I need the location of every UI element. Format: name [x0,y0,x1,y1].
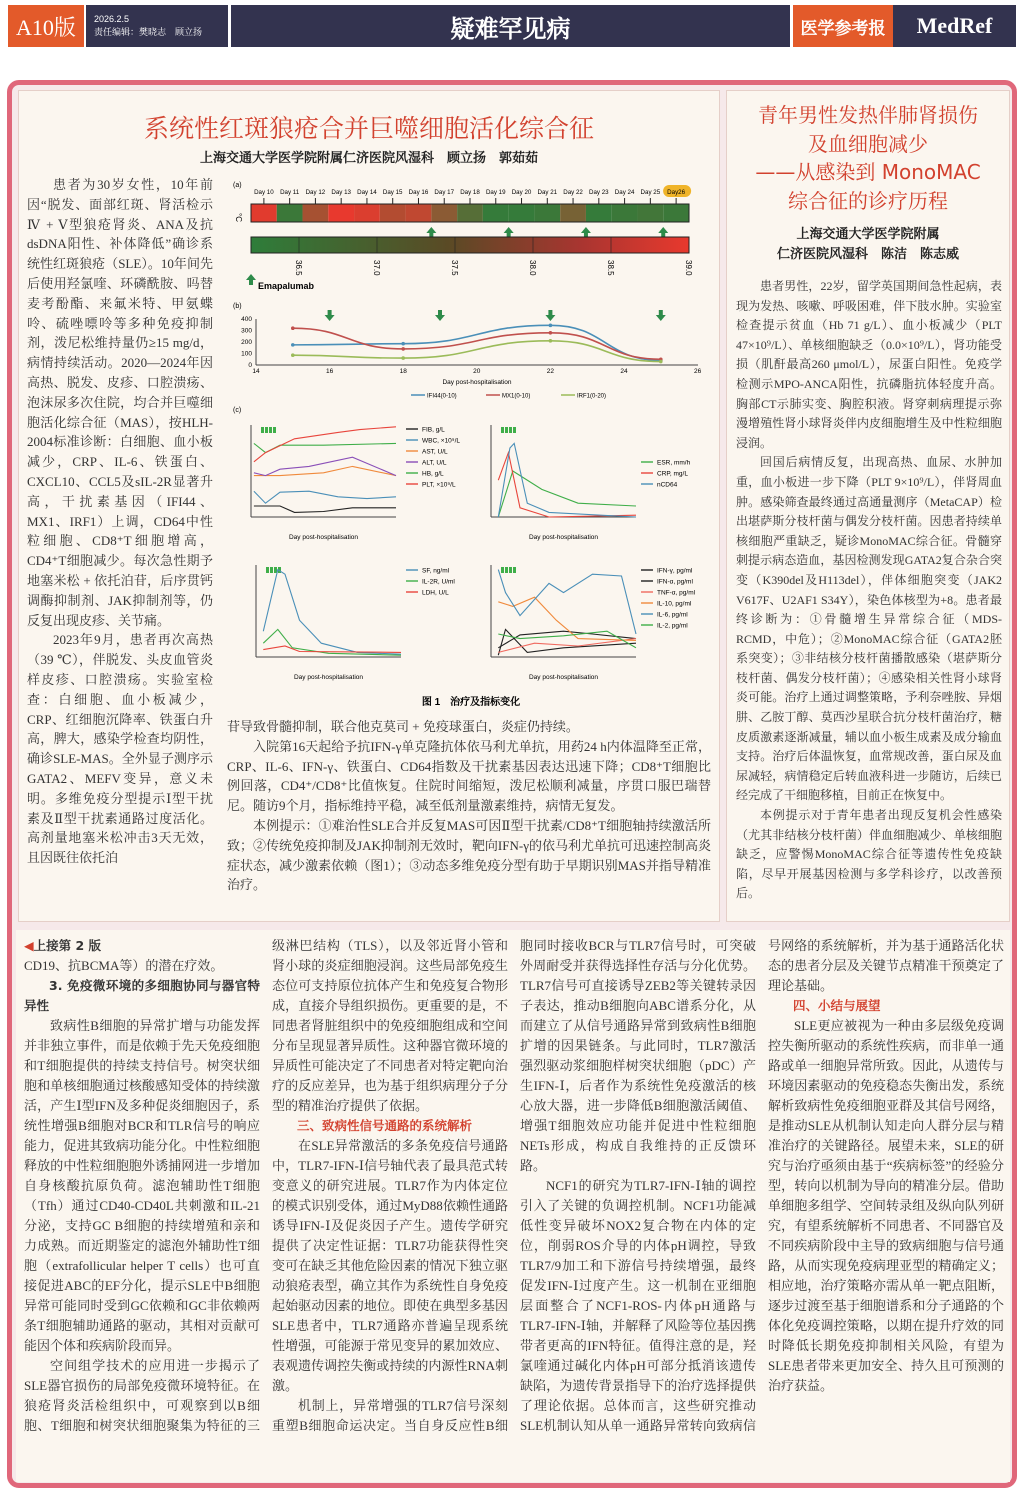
treatment-marker [513,567,516,573]
x-axis-label: Day post-hospitalisation [528,534,599,541]
panel-b-chart [241,310,701,400]
treatment-marker [513,427,516,433]
day-labels [254,185,691,204]
legend-label: IFN-α, pg/ml [657,578,693,586]
paragraph: 2023年9月，患者再次高热（39 ℃），伴脱发、头皮血管炎样皮疹、口腔溃疡。实验室检查：白细胞、血小板减少，CRP、红细胞沉降率、铁蛋白升高，脾大，感染学检查均阴性，确诊SLE-MAS。全外显子测序示GATA2、MEFV变异，意义未明。多维免疫分型提示Ⅰ型干扰素及Ⅱ型干扰素通路过度活化。高剂量地塞米松冲击3天无效，且因既往依托泊 [27,632,213,866]
x-tick-label: 18 [399,368,407,375]
article-sle-mas [18,90,720,922]
continued-label: 上接第 2 版 [33,938,102,953]
title-line: 综合征的诊疗历程 [788,188,948,213]
figure-caption: 图 1 治疗及指标变化 [421,697,521,708]
paragraph: 苷导致骨髓抑制，联合他克莫司 + 免疫球蛋白，炎症仍持续。 [227,719,579,734]
figure-1 [226,177,716,712]
treatment-marker [269,427,272,433]
legend-label: IFN-γ, pg/ml [657,567,693,575]
day-label: Day 14 [357,189,377,196]
day-label: Day 23 [589,189,609,196]
temperature-scale-bar [251,237,689,253]
treatment-marker [501,567,504,573]
legend-label: nCD64 [657,481,678,489]
edition-info [86,5,228,47]
paragraph: 患者为30岁女性，10年前因“脱发、面部红斑、肾活检示Ⅳ + Ⅴ型狼疮肾炎、ANA及抗dsDNA阳性、补体降低”确诊系统性红斑狼疮（SLE）。10年间先后使用羟氯喹、环磷酰胺、吗替麦考酚酯、来氟米特、甲氨蝶呤、硫唑嘌呤等多种免疫抑制剂，泼尼松维持量仍≥15 mg/d，病情持续活动。2020—2024年因高热、脱发、皮疹、口腔溃疡、泡沫尿多次住院，均合并巨噬细胞活化综合征（MAS），按HLH-2004标准诊断：白细胞、血小板减少，CRP、IL-6、铁蛋白、CXCL10、CCL5及sIL-2R显著升高，干扰素基因（IFI44、MX1、IRF1）上调，CD64中性粒细胞、CD8⁺T细胞增高，CD4⁺T细胞减少。每次急性期予地塞米松 + 依托泊苷，后序贯钙调酶抑制剂、JAK抑制剂等，仍反复出现皮疹、关节痛。 [27,177,213,628]
series-line [498,629,636,655]
day-label: Day 13 [331,189,351,196]
heatmap-cell [509,204,535,222]
day-label: Day 24 [614,189,635,196]
heatmap-cell [586,204,612,222]
triangle-left-icon: ◀ [24,938,34,953]
arrow-up-icon [426,227,436,237]
continued-from[interactable] [24,936,260,956]
temperature-heatmap [251,204,689,222]
treatment-marker [509,427,512,433]
paragraph: SLE更应被视为一种由多层级免疫调控失衡所驱动的系统性疾病，而非单一通路或单一细胞异常所致。因此，从遗传与环境因素驱动的免疫稳态失衡出发，系统解析致病性免疫细胞亚群及其信号网络，是推动SLE从机制认知走向人群分层与精准治疗的关键路径。展望未来，SLE的研究与治疗亟须由基于“疾病标签”的经验分型，转向以机制为导向的精准分层。借助单细胞多组学、空间转录组及纵向队列研究，有望系统解析不同患者、不同器官及不同疾病阶段中主导的致病细胞与信号通路，从而实现免疫病理亚型的精确定义；相应地，治疗策略亦需从单一靶点阻断，逐步过渡至基于细胞谱系和分子通路的个体化免疫调控策略，以期在提升疗效的同时降低长期免疫抑制相关风险，有望为SLE患者带来更加安全、持久且可预测的治疗获益。 [768,1018,1004,1393]
article-title [727,101,1009,215]
series-line [254,506,396,512]
series-line [263,646,401,652]
treatment-marker [273,427,276,433]
legend-label: CRP, mg/L [657,470,688,478]
paragraph: 在SLE异常激活的多条免疫信号通路中，TLR7-IFN-Ⅰ信号轴代表了最具范式转变意义的研究进展。TLR7作为内体定位的模式识别受体，通过MyD88依赖性通路诱导IFN-Ⅰ及促炎因子产生。遗传学研究提供了决定性证据：TLR7功能获得性突变可在缺乏其他危险因素的情况下独立驱动狼疮表型，确立其作为系统性自身免疫起始驱动因素的地位。即使在典型多基因SLE患者中，TLR7通路亦普遍呈现系统性增强，可能源于常见变异的累加效应、表观遗传调控失衡或持续的内源性RNA刺激。 [272,1138,508,1393]
x-axis-label: Day post-hospitalisation [293,674,364,681]
treatment-marker [505,567,508,573]
series-line [263,570,401,655]
treatment-marker [270,567,273,573]
heatmap-cell [406,204,432,222]
legend-label: PLT, ×10⁹/L [422,481,456,489]
treatment-marker [261,427,264,433]
scale-label: 39.0 [684,260,693,276]
y-tick-label: 400 [241,316,252,323]
heatmap-cell [303,204,329,222]
series-line [498,597,636,640]
y-tick-label: 100 [241,350,252,358]
heatmap-cell [251,204,277,222]
arrow-up-icon [658,227,668,237]
x-tick-label: 24 [620,368,628,375]
arrow-down-icon [325,310,335,321]
treatment-marker [266,567,269,573]
emapalumab-arrows [426,227,668,237]
heatmap-cell [380,204,406,222]
data-point [401,356,405,360]
legend-label: TNF-α, pg/ml [657,589,696,597]
legend-label: MX1(0-10) [502,393,531,400]
y-tick-label: 300 [241,327,252,335]
paragraph: 回国后病情反复，出现高热、血尿、水肿加重，血小板进一步下降（PLT 9×10⁹/L），伴肾周血肿。感染筛查最终通过高通量测序（MetaCAP）检出堪萨斯分枝杆菌与偶发分枝杆菌。因患者持续单核细胞严重缺乏，疑诊MonoMAC综合征。骨髓穿刺提示病态造血，基因检测发现GATA2复合杂合突变（K390del及H113del），伴体细胞突变（JAK2 V617F、U2AF1 S34Y），染色体核型为+8。患者最终诊断为：①骨髓增生异常综合征（MDS-RCMD，中危）；②MonoMAC综合征（GATA2胚系突变）；③非结核分枝杆菌播散感染（堪萨斯分枝杆菌、偶发分枝杆菌）；④感染相关性肾小球肾炎可能。治疗上通过调整策略，予利奈唑胺、异烟肼、乙胺丁醇、莫西沙星联合抗分枝杆菌治疗，糖皮质激素逐渐减量，辅以血小板生成素及成分输血支持。治疗后体温恢复，血常规改善，蛋白尿及血尿减轻，病情稳定后转血液科进一步随访，后续已经完成了干细胞移植，目前正在恢复中。 [736,455,1002,803]
legend-label: HB, g/L [422,470,444,478]
day-label: Day 25 [640,189,661,196]
data-point [291,343,295,347]
day-label: Day 15 [382,189,403,196]
paragraph: CD19、抗BCMA等）的潜在疗效。 [24,958,224,973]
day-label: Day 16 [408,189,429,196]
title-line: 及血细胞减少 [808,131,928,156]
scale-label: 37.0 [372,260,381,276]
article-body-bottom [227,717,711,895]
paragraph: 患者男性，22岁，留学英国期间急性起病，表现为发热、咳嗽、呼吸困难，伴下肢水肿。实验室检查提示贫血（Hb 71 g/L）、血小板减少（PLT 47×10⁹/L）、单核细胞缺乏（0.0×10⁹/L），肾功能受损（肌酐最高260 μmol/L），尿蛋白阳性。免疫学检测示MPO-ANCA阳性，抗磷脂抗体轻度升高。胸部CT示肺实变、胸腔积液。肾穿刺病理提示弥漫增殖性肾小球肾炎伴内皮细胞增生及中性粒细胞浸润。 [736,279,1002,450]
heatmap-cell [328,204,354,222]
data-point [291,353,295,357]
data-point [659,360,663,364]
day-label: Day 22 [563,189,583,196]
series-line [498,443,636,517]
arrow-down-icon [545,310,555,321]
paragraph: 空间组学技术的应用进一步揭示了SLE器官损伤的局部免疫微环境特征。在狼疮肾炎活检组织中，可观察到以B细胞、T细胞和树突状细胞聚集为特征的三级淋巴结构（TLS），以及邻近肾小管和肾小球的炎症细胞浸润。这些局部免疫生态位可支持原位抗体产生和免疫复合物形成，直接介导组织损伤。更重要的是，不同患者肾脏组织中的免疫细胞组成和空间分布呈现显著异质性。这种器官微环境的异质性可能决定了不同患者对特定靶向治疗的反应差异，也为基于组织病理分子分型的精准治疗提供了依据。 [24,938,508,1433]
legend-label: IL-6, pg/ml [657,611,688,619]
scale-label: 36.5 [294,260,303,276]
day-label: Day26 [667,189,686,196]
day-label: Day 10 [254,189,274,196]
data-point [401,347,405,351]
title-line: 青年男性发热伴肺肾损伤 [758,103,978,127]
scale-label: 37.5 [450,260,459,276]
legend-label: AST, U/L [422,448,448,456]
series-line [498,570,636,634]
panel-a-label: (a) [233,182,242,189]
edition-badge: A10版 [8,5,84,47]
article-sle-review-continued [16,930,1010,1482]
article-authors [727,225,1009,265]
paragraph: 致病性B细胞的异常扩增与功能发挥并非独立事件，而是依赖于先天免疫细胞和T细胞提供的持续支持信号。树突状细胞和单核细胞通过核酸感知受体的持续激活，产生Ⅰ型IFN及多种促炎细胞因子，系统性增强B细胞对BCR和TLR信号的响应能力，促进其致病功能分化。中性粒细胞释放的中性粒细胞胞外诱捕网进一步增加自身核酸抗原负荷。滤泡辅助性T细胞（Tfh）通过CD40-CD40L共刺激和IL-21分泌，支持GC B细胞的持续增殖和亲和力成熟。而近期鉴定的滤泡外辅助性T细胞（extrafollicular helper T cells）也可直接促进ABC的EF分化，提示SLE中B细胞异常可能同时受到GC依赖和GC非依赖两条T细胞辅助通路的驱动，其相对贡献可能因个体和疾病阶段而异。 [24,1018,260,1353]
article-body-left [27,175,213,868]
article-monomac [726,90,1010,922]
heatmap-cell [431,204,457,222]
day-label: Day 11 [280,189,300,196]
scale-label: 38.5 [606,260,615,276]
x-tick-label: 20 [473,368,481,375]
newspaper-name: 医学参考报 [793,5,893,47]
legend-label: WBC, ×10⁹/L [422,437,461,445]
arrow-up-icon [246,274,256,285]
treatment-marker [265,427,268,433]
heatmap-cell [483,204,509,222]
arrow-up-icon [581,227,591,237]
article-authors: 上海交通大学医学院附属仁济医院风湿科 顾立扬 郭茹茹 [199,151,538,166]
panel-c-charts [251,425,696,681]
day-label: Day 18 [460,189,480,196]
data-point [549,339,553,343]
day-label: Day 17 [434,189,455,196]
editors: 责任编辑：樊晓志 顾立扬 [94,27,203,37]
paragraph: 入院第16天起给予抗IFN-γ单克隆抗体依马利尤单抗，用药24 h内体温降至正常，CRP、IL-6、IFN-γ、铁蛋白、CD64指数及干扰素基因表达迅速下降；CD8⁺T细胞比例回落，CD4⁺/CD8⁺比值恢复。住院时间缩短，泼尼松顺利减量，序贯口服巴瑞替尼。随访9个月，指标维持平稳，减至低剂量激素维持，病情无复发。 [227,738,711,814]
legend-label: IFI44(0-10) [427,393,457,400]
unit-label: °C [234,213,243,222]
series-line [254,491,396,503]
x-tick-label: 26 [693,368,702,375]
scale-label: 38.0 [528,260,537,276]
author-line: 上海交通大学医学院附属 [796,227,940,242]
series-line [498,639,636,653]
legend-label: IRF1(0-20) [577,393,607,400]
y-tick-label: 0 [248,362,252,369]
heatmap-cell [354,204,380,222]
heatmap-cell [457,204,483,222]
article-columns [24,936,1004,1478]
legend-label: ALT, U/L [422,459,447,467]
x-tick-label: 16 [325,368,334,375]
heatmap-cell [277,204,303,222]
title-line: ——从感染到 MonoMAC [755,160,981,184]
y-tick-label: 200 [241,339,252,346]
x-tick-label: 22 [546,368,555,375]
section-heading: 四、小结与展望 [793,998,881,1013]
heatmap-cell [560,204,586,222]
section-title: 疑难罕见病 [231,5,790,47]
series-line [498,471,636,517]
panel-c-label: (c) [233,407,242,414]
article-title: 系统性红斑狼疮合并巨噬细胞活化综合征 [143,114,594,143]
panel-b-label: (b) [233,303,242,310]
series-line [498,453,636,517]
series-line [293,325,661,360]
treatment-marker [274,567,277,573]
paragraph: NCF1的研究为TLR7-IFN-Ⅰ轴的调控引入了关键的负调控机制。NCF1功能减低性变异破坏NOX2复合物在内体的定位，削弱ROS介导的内体pH调控，导致TLR7/9加工和下游信号持续增强，最终促发IFN-Ⅰ过度产生。这一机制在亚细胞层面整合了NCF1-ROS-内体pH通路与TLR7-IFN-Ⅰ轴，并解释了风险等位基因携带者更高的IFN特征。值得注意的是，羟氯喹通过碱化内体pH可部分抵消该遗传缺陷，为遗传背景指导下的治疗选择提供了理论依据。总体而言，这些研究推动SLE机制认知从单一通路异常转向致病信号网络的系统解析，并为基于通路活化状态的患者分层及关键节点精准干预奠定了理论基础。 [520,938,1004,1433]
heatmap-cell [534,204,560,222]
day-label: Day 12 [305,189,326,196]
brand-logo: MedRef [893,5,1016,47]
issue-date: 2026.2.5 [94,14,130,24]
treatment-marker [509,567,512,573]
arrow-up-icon [504,227,514,237]
paragraph: 机制上，异常增强的TLR7信号深刻重塑B细胞命运决定。当自身反应性B细胞同时接收BCR与TLR7信号时，可突破外周耐受并获得选择性存活与分化优势。TLR7信号可直接诱导ZEB2等关键转录因子表达，推动B细胞向ABC谱系分化，从而建立了从信号通路异常到致病性B细胞扩增的因果链条。与此同时，TLR7激活强烈驱动浆细胞样树突状细胞（pDC）产生IFN-Ⅰ，后者作为系统性免疫激活的核心放大器，进一步降低B细胞激活阈值、增强T细胞效应功能并促进中性粒细胞NETs形成，构成自我维持的正反馈环路。 [272,938,756,1433]
drug-legend: Emapalumab [258,281,315,291]
paragraph: 本例提示对于青年患者出现反复机会性感染（尤其非结核分枝杆菌）伴血细胞减少、单核细胞缺乏，应警惕MonoMAC综合征等遗传性免疫缺陷，尽早开展基因检测与多学科诊疗，以改善预后。 [736,808,1002,901]
treatment-marker [505,427,508,433]
day-label: Day 20 [511,189,532,196]
legend-label: LDH, U/L [422,589,449,597]
heatmap-cell [612,204,638,222]
arrow-down-icon [656,310,666,321]
treatment-marker [501,427,504,433]
arrow-down-icon [435,310,445,321]
legend-label: IL-10, pg/ml [657,600,692,608]
legend-label: IL-2R, U/ml [422,578,455,586]
data-point [549,324,553,328]
heatmap-cell [663,204,689,222]
day-label: Day 19 [485,189,506,196]
legend-label: IL-2, pg/ml [657,622,688,630]
x-axis-label: Day post-hospitalisation [288,534,359,541]
data-point [291,326,295,330]
article-body [736,277,1002,904]
x-axis-label: Day post-hospitalisation [442,379,512,386]
data-point [549,331,553,335]
day-label: Day 21 [537,189,558,196]
legend-label: SF, ng/ml [422,567,450,575]
legend-label: FIB, g/L [422,426,445,434]
subheading: 3. 免疫微环境的多细胞协同与器官特异性 [24,978,260,1013]
data-point [401,342,405,346]
section-heading: 三、致病性信号通路的系统解析 [297,1118,473,1133]
author-line: 仁济医院风湿科 陈洁 陈志威 [776,247,959,262]
heatmap-cell [637,204,663,222]
paragraph: 本例提示：①难治性SLE合并反复MAS可因Ⅱ型干扰素/CD8⁺T细胞轴持续激活所致；②传统免疫抑制及JAK抑制剂无效时，靶向IFN-γ的依马利尤单抗可迅速控制高炎症状态，减少激素依赖（图1）；③动态多维免疫分型有助于早期识别MAS并指导精准治疗。 [227,817,711,893]
legend-label: ESR, mm/h [657,459,691,467]
x-axis-label: Day post-hospitalisation [528,674,599,681]
x-tick-label: 14 [252,368,260,375]
